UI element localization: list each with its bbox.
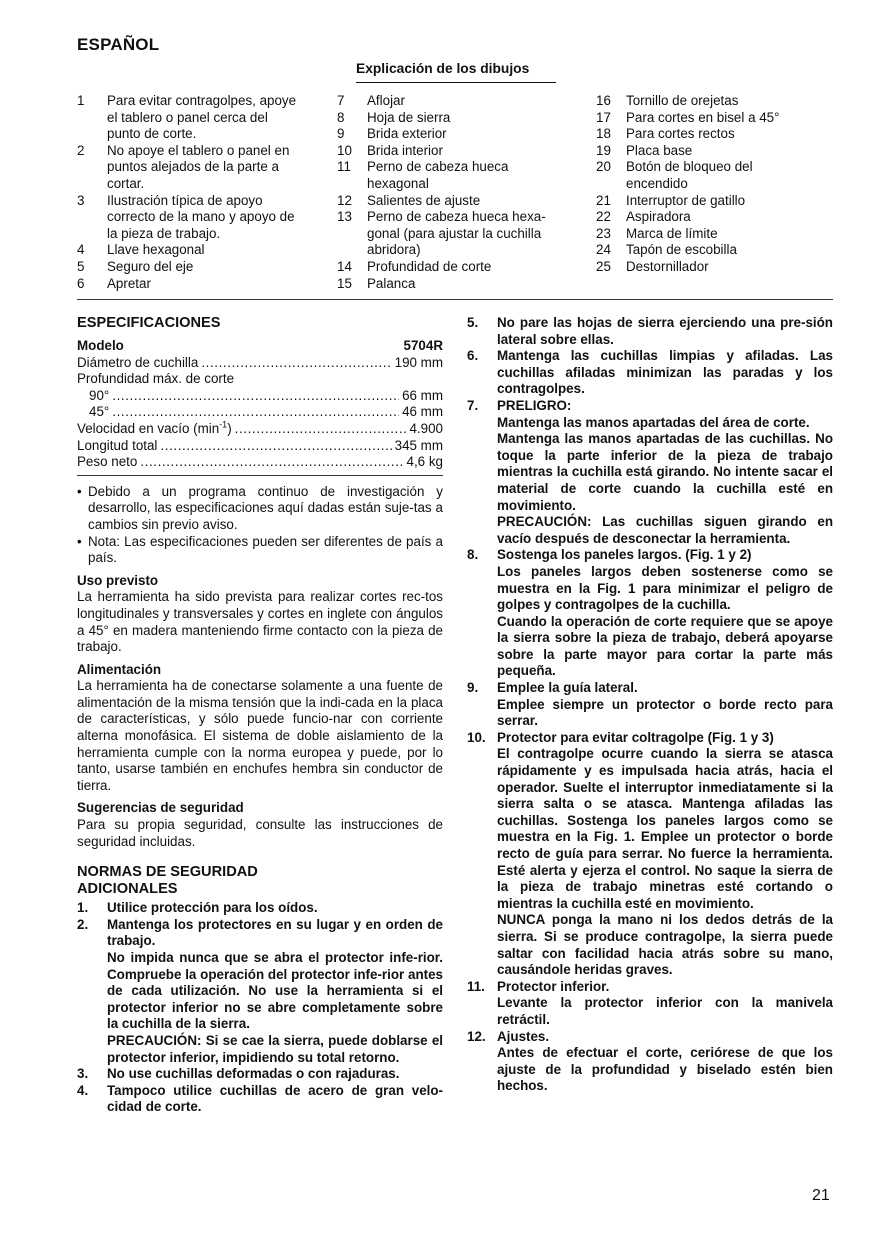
safety-rule-text: Los paneles largos deben sostenerse como se muestra en la Fig. 1 para minimizar el peligro de golpes y contragolpes de la cuchilla. — [497, 563, 833, 613]
page-number: 21 — [812, 1187, 830, 1204]
legend-item-text: Tornillo de orejetas — [626, 93, 739, 108]
spec-note: • Debido a un programa continuo de investigación y desarrollo, las especificaciones aquí dadas están suje-tas a cambios sin previo aviso. — [77, 483, 443, 532]
legend-item-number: 12 — [337, 192, 352, 208]
legend-item — [77, 143, 302, 193]
legend-item-number: 8 — [337, 109, 345, 125]
safety-rule-text: Sostenga los paneles largos. (Fig. 1 y 2) — [497, 547, 752, 563]
safety-rules-list-left — [77, 900, 443, 1116]
leader-dots — [235, 421, 407, 438]
safety-rule-item — [467, 398, 833, 547]
legend-item-text: Ilustración típica de apoyo correcto de la mano y apoyo de la pieza de trabajo. — [107, 192, 295, 241]
legend-item — [596, 159, 816, 192]
section-divider — [77, 299, 833, 300]
spec-value: 190 mm — [394, 354, 443, 370]
spec-label: Diámetro de cuchilla — [77, 354, 199, 370]
safety-rule-item — [467, 315, 833, 348]
safety-rule-text: Cuando la operación de corte requiere que se apoye la sierra sobre la pieza de trabajo, deberá apoyarse sobre la parte mayor para cortar la parte más pequeña. — [497, 613, 833, 679]
safety-rule-number: 8. — [467, 547, 479, 563]
safety-rule-text: Antes de efectuar el corte, ceriórese de que los ajuste de la profundidad y biselado estén bien hechos. — [497, 1045, 833, 1094]
spec-label: Profundidad máx. de corte — [77, 371, 235, 387]
spec-value: 46 mm — [402, 404, 443, 420]
legend-item — [596, 93, 816, 110]
legend-item-number: 18 — [596, 126, 611, 142]
safety-rule-item — [77, 917, 443, 1066]
legend-item-text: Apretar — [107, 275, 151, 291]
legend-column-2 — [337, 93, 569, 292]
legend-item — [596, 193, 816, 210]
intended-use-heading: Uso previsto — [77, 572, 159, 588]
legend-item — [337, 159, 569, 192]
legend-item-text: Marca de límite — [626, 225, 718, 241]
spec-label: 90° — [89, 387, 110, 403]
legend-item — [596, 259, 816, 276]
safety-rule-text: Ajustes. — [497, 1028, 550, 1044]
legend-item-number: 13 — [337, 209, 352, 225]
legend-column-1 — [77, 93, 302, 292]
legend-item-text: Profundidad de corte — [367, 258, 492, 274]
safety-rule-text: No impida nunca que se abra el protector infe-rior. Compruebe la operación del protector infe-rior antes de cada utilización. No use la herramienta si el protector inferior no se abre completamente sobre la cuchilla de la sierra. — [107, 950, 443, 1032]
spec-note: • Nota: Las especificaciones pueden ser diferentes de país a país. — [77, 533, 443, 566]
safety-rule-text: No use cuchillas deformadas o con rajaduras. — [107, 1066, 400, 1082]
bullet-icon: • — [77, 483, 82, 499]
legend-item — [337, 276, 569, 293]
safety-rule-number: 1. — [77, 900, 89, 916]
left-column — [77, 315, 443, 1116]
safety-tips-text: Para su propia seguridad, consulte las instrucciones de seguridad incluidas. — [77, 817, 443, 849]
legend-item-text: Perno de cabeza hueca hexagonal — [367, 159, 509, 191]
legend-item-text: Interruptor de gatillo — [626, 192, 746, 208]
legend-item-text: Llave hexagonal — [107, 242, 205, 258]
intended-use-text: La herramienta ha sido prevista para realizar cortes rec-tos longitudinales y transversales y cortes en inglete con ángulos a 45° en madera manteniendo firme contacto con la pieza de trabajo. — [77, 589, 443, 655]
legend-item — [337, 209, 569, 259]
legend-item — [77, 276, 302, 293]
legend-item-text: Destornillador — [626, 258, 709, 274]
legend-item — [596, 126, 816, 143]
legend-item — [337, 93, 569, 110]
legend-item-number: 2 — [77, 142, 85, 158]
spec-model-value: 5704R — [403, 338, 443, 353]
legend-item — [77, 259, 302, 276]
safety-rule-number: 9. — [467, 680, 479, 696]
legend-item — [77, 193, 302, 243]
legend-item — [596, 143, 816, 160]
leader-dots — [112, 404, 399, 421]
leader-dots — [160, 438, 391, 455]
legend-item — [596, 209, 816, 226]
safety-rule-text: PRECAUCIÓN: Si se cae la sierra, puede doblarse el protector inferior, impidiendo su total retorno. — [107, 1032, 443, 1065]
legend-item-number: 19 — [596, 142, 611, 158]
section-language-heading: ESPAÑOL — [77, 35, 160, 54]
safety-rule-number: 3. — [77, 1066, 89, 1082]
specifications-table — [77, 338, 443, 476]
spec-model-label: Modelo — [77, 338, 124, 353]
spec-label: Velocidad en vacío $(\min^{-1})$ — [77, 419, 232, 436]
safety-rule-number: 4. — [77, 1082, 89, 1098]
legend-item-text: Aflojar — [367, 93, 405, 108]
safety-rule-number: 5. — [467, 315, 479, 330]
specifications-heading: ESPECIFICACIONES — [77, 315, 221, 331]
legend-item-number: 5 — [77, 258, 85, 274]
legend-item-number: 6 — [77, 275, 85, 291]
safety-rule-text: No pare las hojas de sierra ejerciendo una pre-sión lateral sobre ellas. — [497, 315, 833, 347]
safety-rule-text: El contragolpe ocurre cuando la sierra se atasca rápidamente y es impulsada hacia atrás, hacia el operador. Suelte el interruptor inmediatamente si la sierra salta o se atasca. Mantenga afiladas las cuchillas. Sostenga los paneles largos como se muestra en la Fig. 1. Emplee un protector o borde recto de guía para serrar. No fuerce la herramienta. Esté alerta y ejerza el control. No saque la sierra de la pieza de trabajo minetras esté cortando o mientras la cuchilla esté en movimiento. — [497, 746, 833, 911]
safety-rule-text: Utilice protección para los oídos. — [107, 900, 318, 916]
legend-item-text: Tapón de escobilla — [626, 242, 737, 258]
safety-rules-heading: NORMAS DE SEGURIDAD ADICIONALES — [77, 864, 258, 898]
spec-value: 345 mm — [394, 437, 443, 453]
safety-rule-item — [467, 979, 833, 1029]
legend-item — [337, 110, 569, 127]
legend-item-number: 23 — [596, 225, 611, 241]
safety-rule-text: Levante la protector inferior con la manivela retráctil. — [497, 995, 833, 1027]
legend-item-number: 20 — [596, 159, 611, 175]
legend-item-number: 10 — [337, 142, 352, 158]
legend-item — [337, 126, 569, 143]
safety-rule-item — [467, 547, 833, 680]
safety-rule-text: Mantenga las manos apartadas del área de corte. — [497, 414, 810, 430]
legend-title: Explicación de los dibujos — [356, 61, 556, 83]
safety-rule-text: Emplee siempre un protector o borde recto para serrar. — [497, 696, 833, 729]
safety-rule-text: Mantenga los protectores en su lugar y en orden de trabajo. — [107, 916, 443, 949]
safety-rule-number: 12. — [467, 1028, 486, 1044]
legend-item-text: Aspiradora — [626, 209, 691, 225]
legend-item — [77, 242, 302, 259]
power-supply-text: La herramienta ha de conectarse solamente a una fuente de alimentación de la misma tensión que la indi-cada en la placa de características, y sólo puede funcio-nar con corriente alterna monofásica. El sistema de doble aislamiento de la herramienta cumple con la norma europea y puede, por lo tanto, usarse también en enchufes hembra sin conductor de tierra. — [77, 678, 443, 793]
safety-rule-text: Emplee la guía lateral. — [497, 680, 638, 696]
spec-model-row — [77, 338, 443, 355]
safety-rule-item — [467, 680, 833, 730]
legend-item-number: 16 — [596, 93, 611, 108]
legend-item-number: 11 — [337, 159, 351, 175]
spec-row — [77, 438, 443, 455]
leader-dots — [112, 388, 399, 405]
safety-rule-text: Protector inferior. — [497, 978, 610, 994]
legend-item-text: Seguro del eje — [107, 258, 194, 274]
spec-row — [77, 454, 443, 471]
legend-item-text: Hoja de sierra — [367, 109, 451, 125]
legend-item — [337, 143, 569, 160]
spec-value: 4.900 — [409, 420, 443, 436]
legend-item-text: Placa base — [626, 142, 693, 158]
safety-rule-item — [467, 348, 833, 398]
legend-item-number: 24 — [596, 242, 611, 258]
legend-item-text: Palanca — [367, 275, 416, 291]
legend-item-number: 4 — [77, 242, 85, 258]
legend-item-number: 14 — [337, 258, 352, 274]
legend-item-number: 17 — [596, 109, 611, 125]
safety-rule-number: 11. — [467, 978, 485, 994]
safety-rule-item — [77, 1083, 443, 1116]
spec-value: 4,6 kg — [406, 454, 443, 470]
legend-item-text: Salientes de ajuste — [367, 192, 481, 208]
safety-rules-list-right — [467, 315, 833, 1095]
legend-item-number: 1 — [77, 93, 85, 108]
legend-item-text: Perno de cabeza hueca hexa-gonal (para ajustar la cuchilla abridora) — [367, 209, 546, 258]
safety-rule-text: Protector para evitar coltragolpe (Fig. 1 y 3) — [497, 729, 774, 745]
spec-row — [77, 421, 443, 438]
legend-item-number: 9 — [337, 126, 345, 142]
legend-item — [596, 226, 816, 243]
power-supply-heading: Alimentación — [77, 661, 162, 677]
safety-rule-text: Tampoco utilice cuchillas de acero de gran velo-cidad de corte. — [107, 1082, 443, 1115]
safety-rule-item — [77, 900, 443, 917]
legend-item-number: 7 — [337, 93, 345, 108]
spec-row — [77, 355, 443, 372]
safety-rule-text: Mantenga las cuchillas limpias y afiladas. Las cuchillas afiladas minimizan las paradas y los contragolpes. — [497, 348, 833, 397]
legend-item — [337, 259, 569, 276]
legend-item-text: No apoye el tablero o panel en puntos alejados de la parte a cortar. — [107, 142, 290, 191]
leader-dots — [140, 454, 403, 471]
safety-rule-item — [77, 1066, 443, 1083]
safety-rule-number: 7. — [467, 397, 479, 413]
safety-rule-text: PRELIGRO: — [497, 397, 572, 413]
legend-item-number: 21 — [596, 192, 611, 208]
safety-tips-heading: Sugerencias de seguridad — [77, 800, 244, 816]
safety-rule-text: Mantenga las manos apartadas de las cuchillas. No toque la parte inferior de la pieza de trabajo mientras la cuchilla está girando. No intente sacar el material de corte cuando la cuchilla esté en movimiento. — [497, 431, 833, 513]
legend-item-text: Botón de bloqueo del encendido — [626, 159, 753, 191]
legend-item — [337, 193, 569, 210]
spec-row — [77, 371, 443, 388]
spec-label: Peso neto — [77, 454, 138, 470]
safety-rule-text: PRECAUCIÓN: Las cuchillas siguen girando en vacío después de desconectar la herramienta. — [497, 514, 833, 546]
spec-label: 45° — [89, 404, 110, 420]
legend-item-number: 22 — [596, 209, 611, 225]
safety-rule-text: NUNCA ponga la mano ni los dedos detrás de la sierra. Si se produce contragolpe, la sierra puede saltar con facilidad hacia atrás sobre su mano, causándole heridas graves. — [497, 912, 833, 978]
safety-rule-number: 6. — [467, 348, 479, 364]
legend-item-text: Para cortes en bisel a 45° — [626, 109, 780, 125]
legend-item — [596, 110, 816, 127]
legend-item-text: Para cortes rectos — [626, 126, 735, 142]
legend-item-number: 15 — [337, 275, 352, 291]
legend-item-text: Brida interior — [367, 142, 443, 158]
safety-rule-number: 10. — [467, 729, 486, 745]
legend-item-number: 3 — [77, 192, 85, 208]
legend-item-text: Para evitar contragolpes, apoye el tablero o panel cerca del punto de corte. — [107, 93, 297, 142]
legend-item-number: 25 — [596, 258, 611, 274]
legend-item — [77, 93, 302, 143]
leader-dots — [201, 355, 391, 372]
legend-item — [596, 242, 816, 259]
bullet-icon: • — [77, 533, 82, 549]
legend-item-text: Brida exterior — [367, 126, 447, 142]
safety-rule-number: 2. — [77, 916, 89, 932]
spec-value: 66 mm — [402, 387, 443, 403]
spec-row — [77, 388, 443, 405]
right-column — [467, 315, 833, 1095]
spec-row — [77, 404, 443, 421]
safety-rule-item — [467, 730, 833, 979]
safety-rule-item — [467, 1029, 833, 1095]
legend-column-3 — [596, 93, 816, 276]
spec-label: Longitud total — [77, 437, 158, 453]
